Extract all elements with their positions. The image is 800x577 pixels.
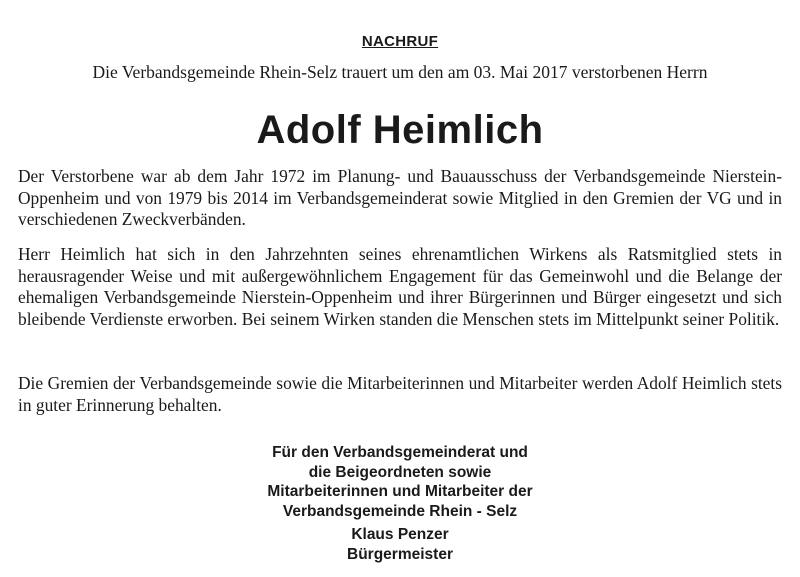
signer-title: Bürgermeister <box>347 545 453 563</box>
signature-line: Verbandsgemeinde Rhein - Selz <box>282 502 518 520</box>
signature-block <box>18 443 782 565</box>
signer-name: Klaus Penzer <box>351 526 449 544</box>
obituary-notice <box>18 0 782 577</box>
body-paragraph-merits: Herr Heimlich hat sich in den Jahrzehnten seines ehrenamtlichen Wirkens als Ratsmitglied stets in herausragender Weise und mit außergewöhnlichem Engagement für das Gemeinwohl und die Belange der ehemaligen Verbandsgemeinde Nierstein-Oppenheim und ihrer Bürgerinnen und Bürger eingesetzt und sich bleibende Verdienste erworben. Bei seinem Wirken standen die Menschen stets im Mittelpunkt seiner Politik. <box>18 244 782 330</box>
intro-text: Die Verbandsgemeinde Rhein-Selz trauert um den am 03. Mai 2017 verstorbenen Herrn <box>92 62 708 82</box>
body-paragraph-career: Der Verstorbene war ab dem Jahr 1972 im Planung- und Bauausschuss der Verbandsgemeinde Nierstein-Oppenheim und von 1979 bis 2014 im Verbandsgemeinderat sowie Mitglied in den Gremien der VG und in verschiedenen Zweckverbänden. <box>18 166 782 230</box>
signature-line: Mitarbeiterinnen und Mitarbeiter der <box>267 483 533 501</box>
deceased-name: Adolf Heimlich <box>256 108 544 152</box>
notice-heading: NACHRUF <box>361 33 439 50</box>
signature-line: die Beigeordneten sowie <box>308 463 492 481</box>
body-paragraph-remembrance: Die Gremien der Verbandsgemeinde sowie die Mitarbeiterinnen und Mitarbeiter werden Adolf Heimlich stets in guter Erinnerung behalten. <box>18 373 782 415</box>
signature-line: Für den Verbandsgemeinderat und <box>272 444 528 461</box>
